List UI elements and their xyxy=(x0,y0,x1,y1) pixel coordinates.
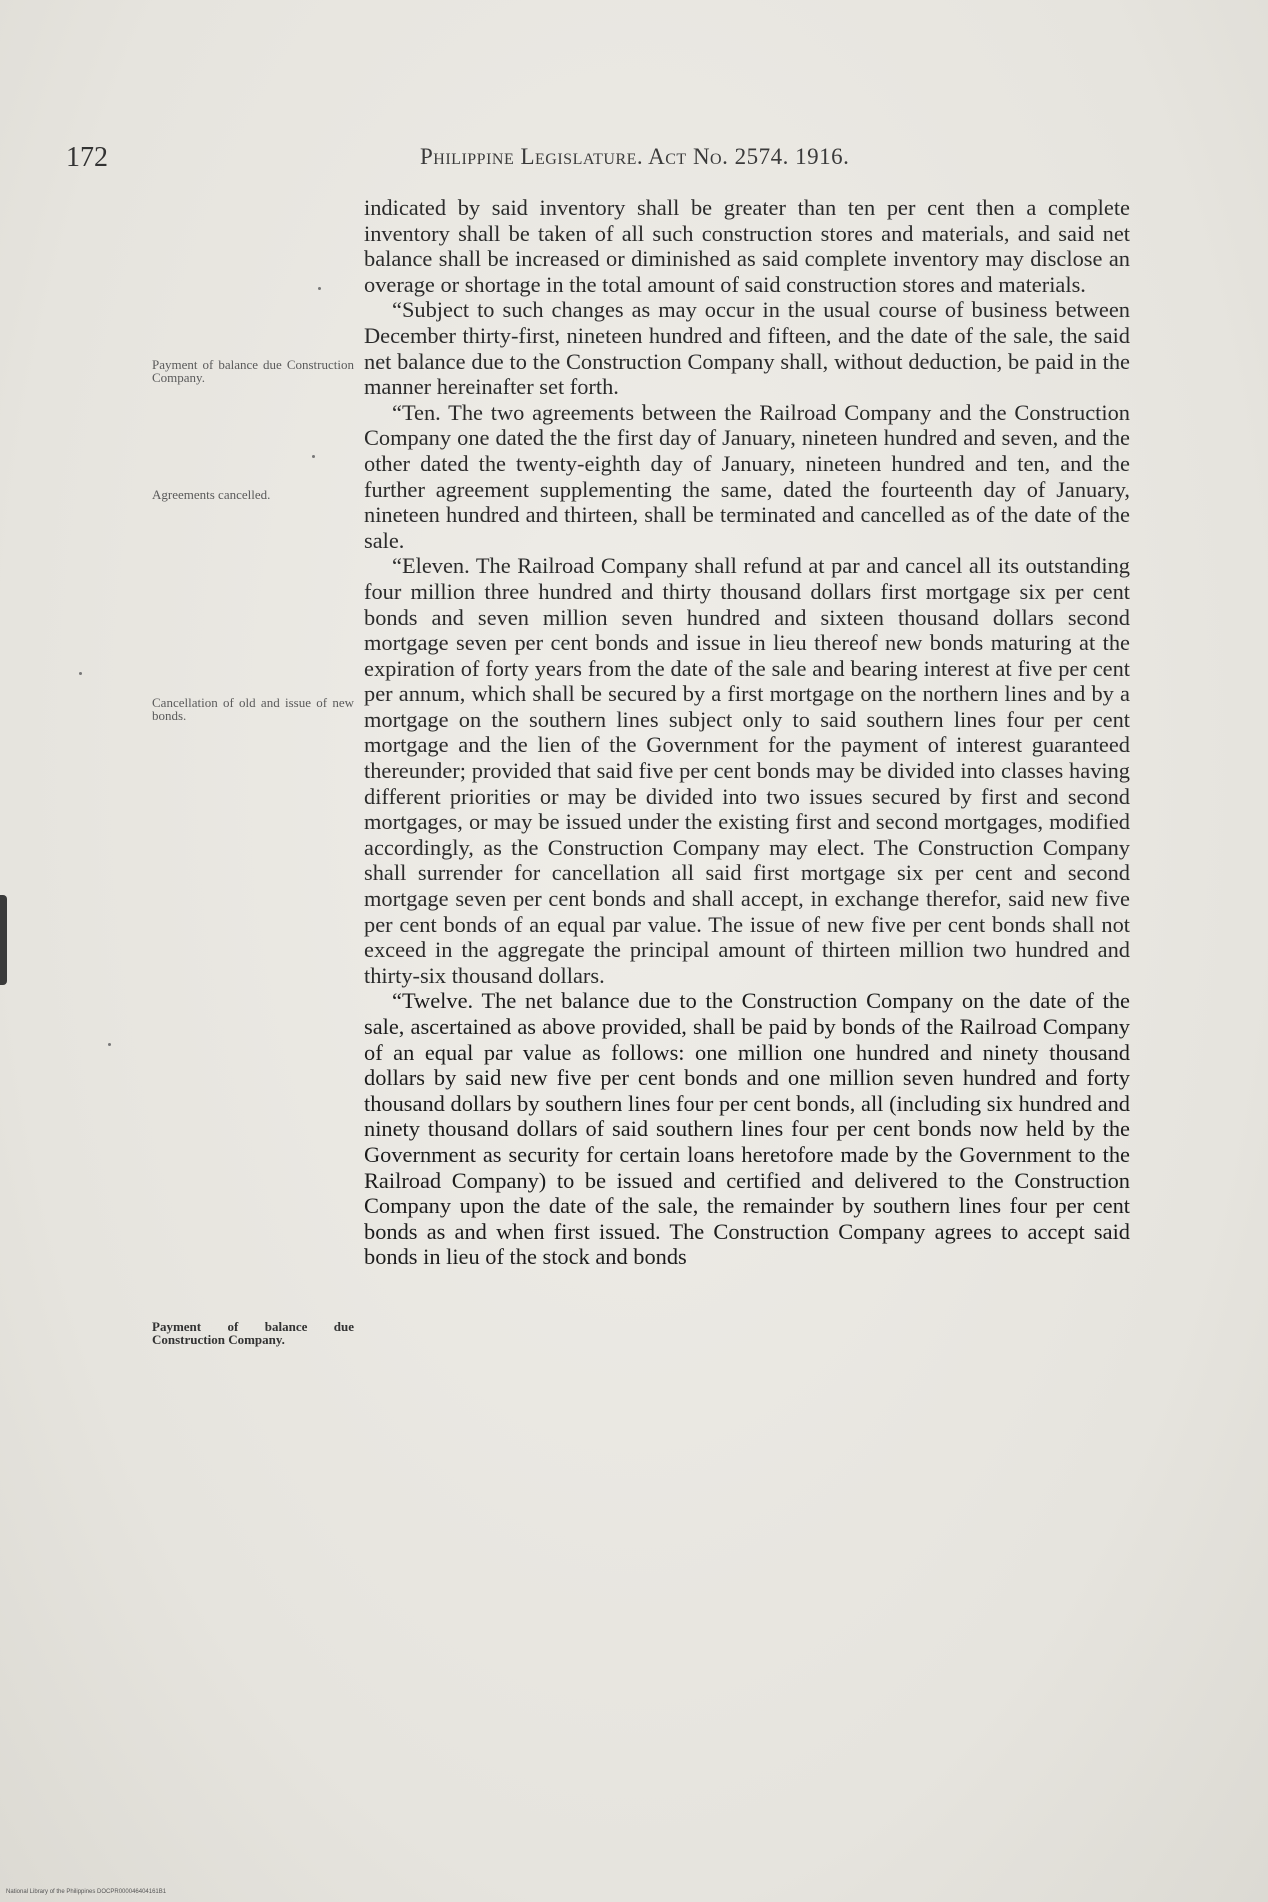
paper-speck xyxy=(108,1043,111,1046)
paragraph: “Subject to such changes as may occur in the usual course of business between December thirty-first, nineteen hundred and fifteen, and the date of the sale, the said net balance due to the Construction Company shall, without deduction, be paid in the manner hereinafter set forth. xyxy=(364,297,1130,400)
scan-footer: National Library of the Philippines DOCPR000046404161B1 xyxy=(6,1889,167,1895)
binding-edge-shadow xyxy=(0,895,7,985)
marginal-note: Cancellation of old and issue of new bonds. xyxy=(152,695,354,723)
marginal-note: Payment of balance due Construction Company. xyxy=(152,1319,354,1347)
paper-speck xyxy=(79,672,82,675)
body-text xyxy=(364,195,1130,1270)
marginal-note: Payment of balance due Construction Company. xyxy=(152,357,354,385)
paragraph: “Ten. The two agreements between the Railroad Company and the Construction Company one dated the the first day of January, nineteen hundred and seven, and the other dated the twenty-eighth day of January, nineteen hundred and ten, and the further agreement supplementing the same, dated the fourteenth day of January, nineteen hundred and thirteen, shall be terminated and cancelled as of the date of the sale. xyxy=(364,399,1130,553)
marginal-note: Agreements cancelled. xyxy=(152,487,271,502)
page-header xyxy=(0,142,1268,182)
running-head: Philippine Legislature. Act No. 2574. 1916. xyxy=(420,144,850,169)
paper-speck xyxy=(312,455,315,458)
paper-speck xyxy=(318,287,321,290)
paragraph: “Twelve. The net balance due to the Construction Company on the date of the sale, ascertained as above provided, shall be paid by bonds of the Railroad Company of an equal par value as follows: one million one hundred and ninety thousand dollars by said new five per cent bonds and one million seven hundred and forty thousand dollars by southern lines four per cent bonds, all (including six hundred and ninety thousand dollars of said southern lines four per cent bonds now held by the Government as security for certain loans heretofore made by the Government to the Railroad Company) to be issued and certified and delivered to the Construction Company upon the date of the sale, the remainder by southern lines four per cent bonds as and when first issued. The Construction Company agrees to accept said bonds in lieu of the stock and bonds xyxy=(364,988,1130,1270)
paragraph: “Eleven. The Railroad Company shall refund at par and cancel all its outstanding four million three hundred and thirty thousand dollars first mortgage six per cent bonds and seven million seven hundred and sixteen thousand dollars second mortgage seven per cent bonds and issue in lieu thereof new bonds maturing at the expiration of forty years from the date of the sale and bearing interest at five per cent per annum, which shall be secured by a first mortgage on the northern lines and by a mortgage on the southern lines subject only to said southern lines four per cent mortgage and the lien of the Government for the payment of interest guaranteed thereunder; provided that said five per cent bonds may be divided into classes having different priorities or may be divided into two issues secured by first and second mortgages, or may be issued under the existing first and second mortgages, modified accordingly, as the Construction Company may elect. The Construction Company shall surrender for cancellation all said first mortgage six per cent and second mortgage seven per cent bonds and shall accept, in exchange therefor, said new five per cent bonds of an equal par value. The issue of new five per cent bonds shall not exceed in the aggregate the principal amount of thirteen million two hundred and thirty-six thousand dollars. xyxy=(364,553,1130,988)
paragraph: indicated by said inventory shall be greater than ten per cent then a complete inventory shall be taken of all such construction stores and materials, and said net balance shall be increased or diminished as said complete inventory may disclose an overage or shortage in the total amount of said construction stores and materials. xyxy=(364,195,1130,297)
page-number: 172 xyxy=(66,142,108,173)
